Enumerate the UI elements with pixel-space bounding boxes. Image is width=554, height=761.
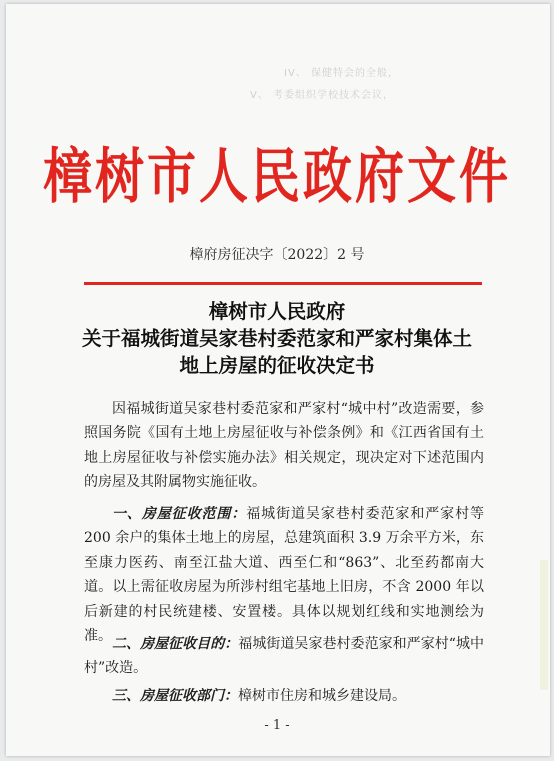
document-title: 樟树市人民政府文件	[42, 140, 511, 212]
section-2-paragraph	[84, 632, 484, 681]
heading-line-3: 地上房屋的征收决定书	[179, 354, 375, 377]
decision-heading	[70, 298, 484, 379]
heading-line-2: 关于福城街道吴家巷村委范家和严家村集体土	[81, 327, 472, 350]
intro-paragraph: 因福城街道吴家巷村委范家和严家村“城中村”改造需要，参照国务院《国有土地上房屋征收与补偿条例》和《江西省国有土地上房屋征收与补偿实施办法》相关规定，现决定对下述范围内的房屋及其附属物实施征收。	[84, 401, 484, 491]
document-number: 樟府房征决字〔2022〕2 号	[189, 247, 365, 263]
paper-edge-stain	[540, 560, 548, 690]
section-1-paragraph	[84, 502, 484, 648]
section-2-text: 福城街道吴家巷村委范家和严家村“城中村”改造。	[84, 636, 485, 677]
faint-header-line-2: V、 考委组织学校技术会议，	[250, 90, 395, 101]
heading-line-1: 樟树市人民政府	[208, 300, 346, 323]
section-3-text: 樟树市住房和城乡建设局。	[238, 688, 406, 704]
section-1-label: 一、房屋征收范围：	[112, 506, 247, 522]
page-number: - 1 -	[264, 718, 290, 733]
section-1-text: 福城街道吴家巷村委范家和严家村等 200 余户的集体土地上的房屋，总建筑面积 3.9 万余平方米，东至康力医药、南至江盐大道、西至仁和“863”、北至药都南大道。以上需征收房屋为所涉村组宅基地上旧房，不含 2000 年以后新建的村民统建楼、安置楼。具体以规划红线和实地测绘为准。	[84, 506, 484, 645]
faint-header-line-1: IV、 保健特会的全般，	[284, 68, 399, 79]
section-3-paragraph	[84, 684, 484, 708]
red-divider	[84, 282, 482, 285]
section-3-label: 三、房屋征收部门：	[112, 688, 238, 704]
section-2-label: 二、房屋征收目的：	[112, 636, 239, 652]
